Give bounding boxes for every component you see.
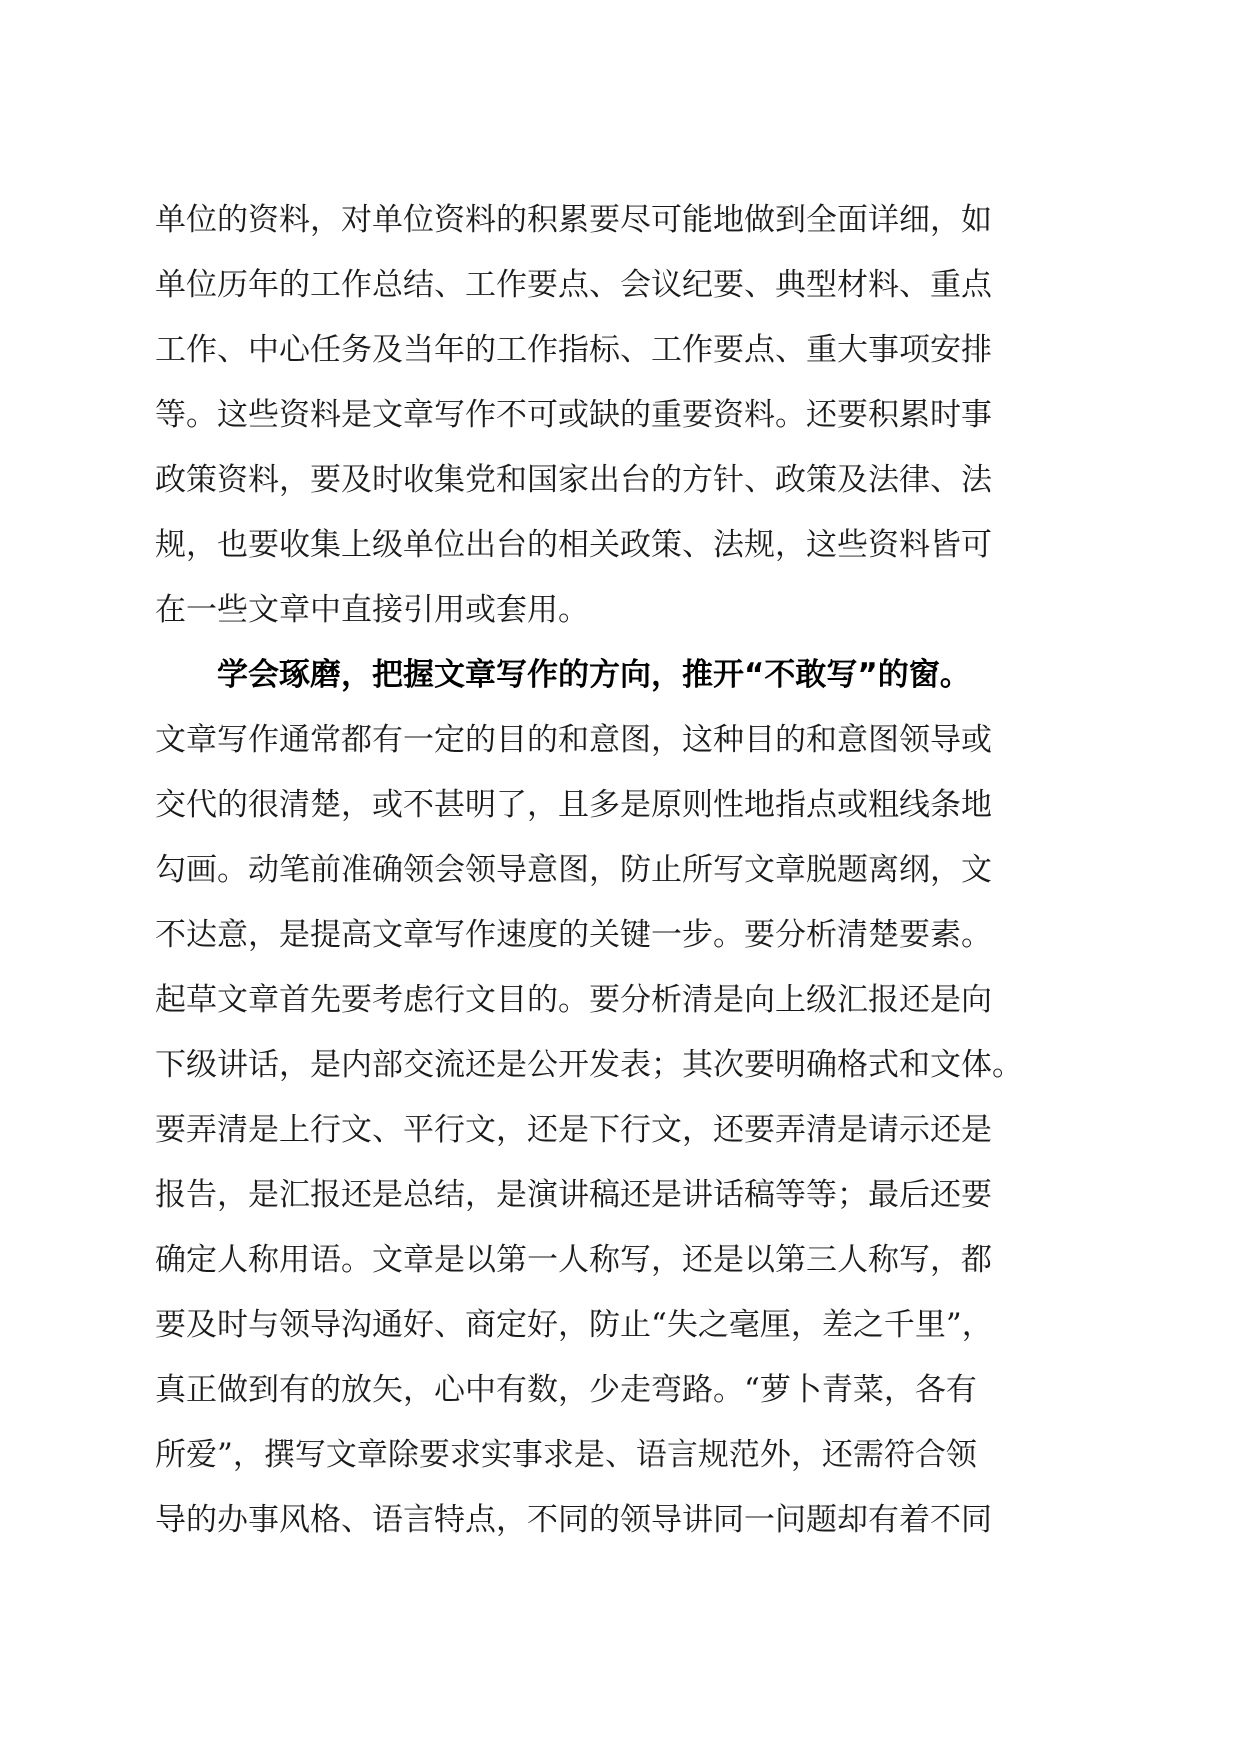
text-line: 不达意，是提高文章写作速度的关键一步。要分析清楚要素。 <box>155 917 992 953</box>
text-line: 政策资料，要及时收集党和国家出台的方针、政策及法律、法 <box>155 462 992 498</box>
text-line: 单位的资料，对单位资料的积累要尽可能地做到全面详细，如 <box>155 202 992 238</box>
text-line: 要及时与领导沟通好、商定好，防止“失之毫厘，差之千里”， <box>155 1307 993 1343</box>
text-line: 等。这些资料是文章写作不可或缺的重要资料。还要积累时事 <box>155 397 992 433</box>
text-line: 下级讲话，是内部交流还是公开发表；其次要明确格式和文体。 <box>155 1047 1023 1083</box>
text-line: 交代的很清楚，或不甚明了，且多是原则性地指点或粗线条地 <box>155 787 992 823</box>
text-line: 确定人称用语。文章是以第一人称写，还是以第三人称写，都 <box>155 1242 992 1278</box>
body-text <box>155 188 1085 1553</box>
text-line: 真正做到有的放矢，心中有数，少走弯路。“萝卜青菜，各有 <box>155 1372 977 1408</box>
text-line: 所爱”，撰写文章除要求实事求是、语言规范外，还需符合领 <box>155 1437 977 1473</box>
text-line: 报告，是汇报还是总结，是演讲稿还是讲话稿等等；最后还要 <box>155 1177 992 1213</box>
text-line: 导的办事风格、语言特点，不同的领导讲同一问题却有着不同 <box>155 1502 992 1538</box>
text-line: 在一些文章中直接引用或套用。 <box>155 592 589 628</box>
section-heading-line <box>155 643 1085 708</box>
section-heading: 学会琢磨，把握文章写作的方向，推开“不敢写”的窗。 <box>217 657 971 693</box>
text-line: 规，也要收集上级单位出台的相关政策、法规，这些资料皆可 <box>155 527 992 563</box>
text-line: 单位历年的工作总结、工作要点、会议纪要、典型材料、重点 <box>155 267 992 303</box>
text-line: 工作、中心任务及当年的工作指标、工作要点、重大事项安排 <box>155 332 992 368</box>
text-line: 要弄清是上行文、平行文，还是下行文，还要弄清是请示还是 <box>155 1112 992 1148</box>
text-line: 起草文章首先要考虑行文目的。要分析清是向上级汇报还是向 <box>155 982 992 1018</box>
text-line: 文章写作通常都有一定的目的和意图，这种目的和意图领导或 <box>155 722 992 758</box>
text-line: 勾画。动笔前准确领会领导意图，防止所写文章脱题离纲，文 <box>155 852 992 888</box>
